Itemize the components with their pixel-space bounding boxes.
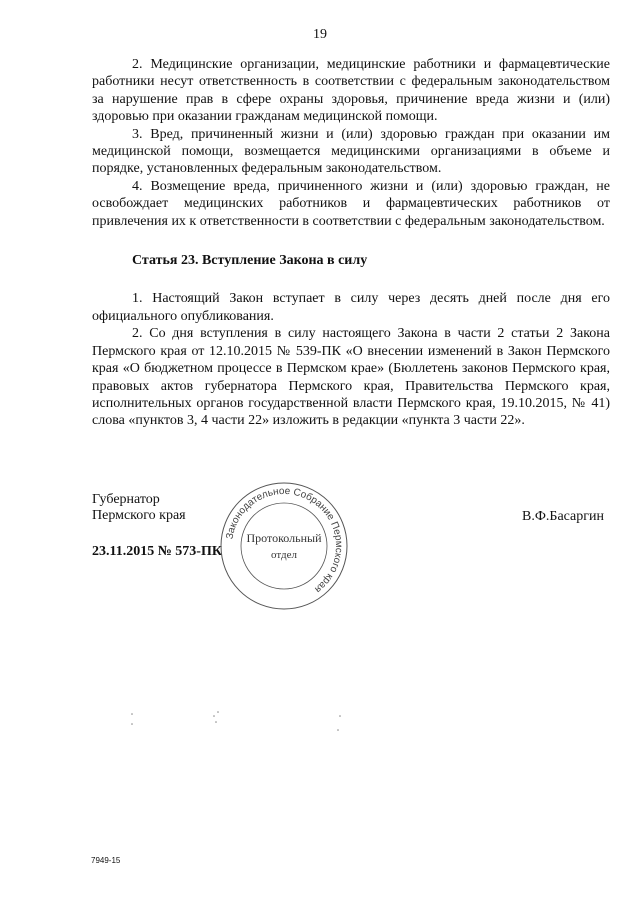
stamp-center-line1: Протокольный bbox=[246, 531, 322, 545]
official-stamp bbox=[218, 480, 350, 612]
law-date-number: 23.11.2015 № 573-ПК bbox=[92, 544, 222, 559]
paragraph-2-responsibility: 2. Медицинские организации, медицинские работники и фармацевтические работники несут ответственность в соответствии с федеральным законодательством за нарушение прав в сфере охраны здоровья, причинение вреда жизни и (или) здоровью при оказании гражданам медицинской помощи. bbox=[92, 57, 610, 125]
document-code: 7949-15 bbox=[91, 856, 121, 865]
stamp-center-line2: отдел bbox=[271, 549, 297, 561]
paragraph-3-compensation: 3. Вред, причиненный жизни и (или) здоровью граждан при оказании им медицинской помощи, возмещается медицинскими организациями в объеме и порядке, установленных федеральным законодательством. bbox=[92, 126, 610, 177]
page-number: 19 bbox=[313, 27, 327, 42]
document-body bbox=[92, 56, 610, 430]
article-23-paragraph-1: 1. Настоящий Закон вступает в силу через десять дней после дня его официального опубликования. bbox=[92, 291, 610, 324]
article-23-paragraph-2: 2. Со дня вступления в силу настоящего Закона в части 2 статьи 2 Закона Пермского края от 12.10.2015 № 539-ПК «О внесении изменений в Закон Пермского края «О бюджетном процессе в Пермском крае» (Бюллетень законов Пермского края, правовых актов губернатора Пермского края, Правительства Пермского края, исполнительных органов государственной власти Пермского края, 19.10.2015, № 41) слова «пунктов 3, 4 части 22» изложить в редакции «пункта 3 части 22». bbox=[92, 326, 610, 429]
governor-title-line1: Губернатор bbox=[92, 492, 160, 507]
article-23-heading: Статья 23. Вступление Закона в силу bbox=[132, 253, 368, 269]
scan-artifacts bbox=[128, 700, 348, 740]
governor-name: В.Ф.Басаргин bbox=[522, 509, 604, 524]
governor-title-line2: Пермского края bbox=[92, 508, 186, 523]
stamp-ring-text: Законодательное Собрание Пермского края bbox=[224, 485, 345, 595]
governor-title bbox=[92, 492, 186, 524]
paragraph-4-liability: 4. Возмещение вреда, причиненного жизни и (или) здоровью граждан, не освобождает медицинских работников и фармацевтических работников от привлечения их к ответственности в соответствии с федеральным законодательством. bbox=[92, 178, 610, 229]
